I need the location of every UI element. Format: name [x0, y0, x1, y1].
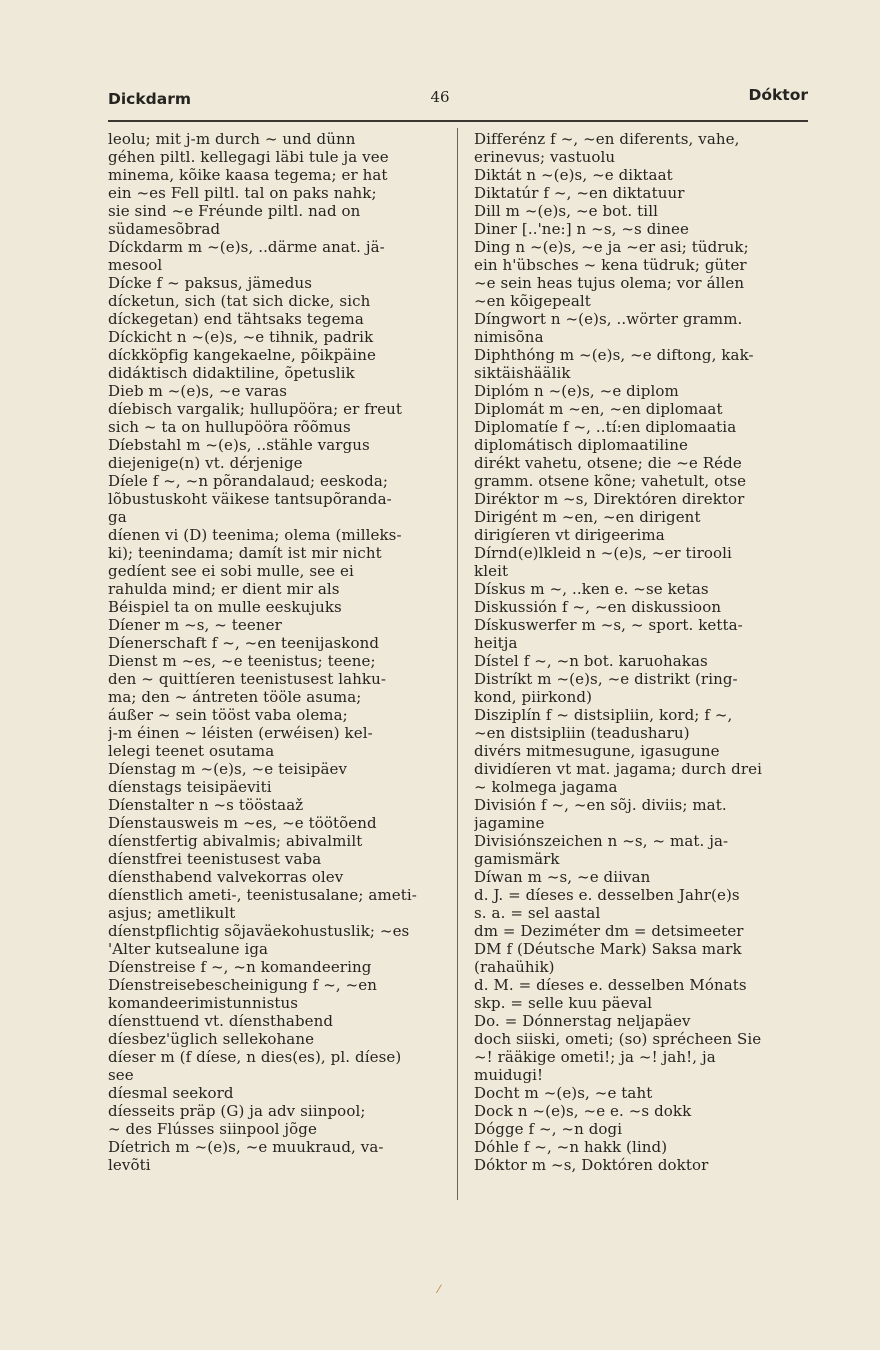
entry-line: Dískuswerfer m ~s, ~ sport. ketta- — [474, 616, 743, 634]
entry-line: Ding n ~(e)s, ~e ja ~er asi; tüdruk; — [474, 238, 749, 256]
entry-line: asjus; ametlikult — [108, 904, 236, 922]
entry-line: Diréktor m ~s, Direktóren direktor — [474, 490, 745, 508]
entry-line: j-m éinen ~ léisten (erwéisen) kel- — [108, 724, 373, 742]
entry-line: dícketun, sich (tat sich dicke, sich — [108, 292, 371, 310]
entry-line: sich ~ ta on hullupööra rõõmus — [108, 418, 351, 436]
entry-line: erinevus; vastuolu — [474, 148, 616, 166]
entry-line: diplomátisch diplomaatiline — [474, 436, 688, 454]
entry-line: Díenerschaft f ~, ~en teenijaskond — [108, 634, 380, 652]
entry-line: see — [108, 1066, 134, 1084]
entry-line: ki); teenindama; damít ist mir nicht — [108, 544, 382, 562]
left-guide-word: Dickdarm — [108, 90, 192, 108]
entry-line: Dírnd(e)lkleid n ~(e)s, ~er tirooli — [474, 544, 732, 562]
entry-line: skp. = selle kuu päeval — [474, 994, 653, 1012]
entry-line: DM f (Déutsche Mark) Saksa mark — [474, 940, 742, 958]
entry-line: s. a. = sel aastal — [474, 904, 601, 922]
entry-line: kleit — [474, 562, 509, 580]
entry-line: diejenige(n) vt. dérjenige — [108, 454, 303, 472]
entry-line: Béispiel ta on mulle eeskujuks — [108, 598, 342, 616]
entry-line: lõbustuskoht väikese tantsupõranda- — [108, 490, 392, 508]
entry-line: Díele f ~, ~n põrandalaud; eeskoda; — [108, 472, 389, 490]
entry-line: sie sind ~e Fréunde piltl. nad on — [108, 202, 361, 220]
column-divider — [457, 128, 458, 1200]
entry-line: Distríkt m ~(e)s, ~e distrikt (ring- — [474, 670, 738, 688]
entry-line: ma; den ~ ántreten tööle asuma; — [108, 688, 362, 706]
entry-line: Do. = Dónnerstag neljapäev — [474, 1012, 691, 1030]
entry-line: díeser m (f díese, n dies(es), pl. díese) — [108, 1048, 402, 1066]
entry-line: Díckicht n ~(e)s, ~e tihnik, padrik — [108, 328, 374, 346]
entry-line: ~ des Flússes siinpool jõge — [108, 1120, 317, 1138]
entry-line: Differénz f ~, ~en diferents, vahe, — [474, 130, 740, 148]
entry-line: Dóktor m ~s, Doktóren doktor — [474, 1156, 709, 1174]
entry-line: ein ~es Fell piltl. tal on paks nahk; — [108, 184, 377, 202]
entry-line: d. J. = díeses e. desselben Jahr(e)s — [474, 886, 740, 904]
footer-mark: ⁄ — [438, 1283, 440, 1296]
header-rule — [108, 120, 808, 122]
entry-line: Díener m ~s, ~ teener — [108, 616, 282, 634]
entry-line: díesseits präp (G) ja adv siinpool; — [108, 1102, 366, 1120]
entry-line: doch siiski, ometi; (so) sprécheen Sie — [474, 1030, 762, 1048]
entry-line: Dieb m ~(e)s, ~e varas — [108, 382, 288, 400]
entry-line: nimisõna — [474, 328, 544, 346]
entry-line: díenstags teisipäeviti — [108, 778, 272, 796]
entry-line: Dískus m ~, ..ken e. ~se ketas — [474, 580, 709, 598]
entry-line: südamesõbrad — [108, 220, 221, 238]
entry-line: díesbez'üglich sellekohane — [108, 1030, 315, 1048]
entry-line: d. M. = díeses e. desselben Mónats — [474, 976, 747, 994]
entry-line: Divisiónszeichen n ~s, ~ mat. ja- — [474, 832, 729, 850]
entry-line: gedíent see ei sobi mulle, see ei — [108, 562, 354, 580]
entry-line: Diktát n ~(e)s, ~e diktaat — [474, 166, 673, 184]
entry-line: díenstfertig abivalmis; abivalmilt — [108, 832, 363, 850]
entry-line: Díwan m ~s, ~e diivan — [474, 868, 651, 886]
entry-line: (rahaühik) — [474, 958, 555, 976]
entry-line: Dienst m ~es, ~e teenistus; teene; — [108, 652, 376, 670]
entry-line: Diplóm n ~(e)s, ~e diplom — [474, 382, 679, 400]
entry-line: mesool — [108, 256, 163, 274]
entry-line: dividíeren vt mat. jagama; durch drei — [474, 760, 762, 778]
entry-line: ~e sein heas tujus olema; vor állen — [474, 274, 745, 292]
entry-line: lelegi teenet osutama — [108, 742, 275, 760]
entry-line: díenstfrei teenistusest vaba — [108, 850, 322, 868]
entry-line: díenstpflichtig sõjaväekohustuslik; ~es — [108, 922, 410, 940]
entry-line: División f ~, ~en sõj. diviis; mat. — [474, 796, 727, 814]
entry-line: díenen vi (D) teenima; olema (milleks- — [108, 526, 402, 544]
entry-line: Dock n ~(e)s, ~e e. ~s dokk — [474, 1102, 692, 1120]
entry-line: ~! rääkige ometi!; ja ~! jah!, ja — [474, 1048, 716, 1066]
entry-line: Diskussión f ~, ~en diskussioon — [474, 598, 722, 616]
entry-line: díensttuend vt. díensthabend — [108, 1012, 334, 1030]
entry-line: Díetrich m ~(e)s, ~e muukraud, va- — [108, 1138, 384, 1156]
entry-line: Diplomát m ~en, ~en diplomaat — [474, 400, 723, 418]
entry-line: Díenstag m ~(e)s, ~e teisipäev — [108, 760, 348, 778]
entry-line: Dóhle f ~, ~n hakk (lind) — [474, 1138, 668, 1156]
entry-line: 'Alter kutsealune iga — [108, 940, 269, 958]
entry-line: ein h'übsches ~ kena tüdruk; güter — [474, 256, 747, 274]
page-header — [0, 82, 880, 112]
entry-line: Dístel f ~, ~n bot. karuohakas — [474, 652, 708, 670]
entry-line: Diner [..'ne:] n ~s, ~s dinee — [474, 220, 690, 238]
right-guide-word: Dóktor — [748, 86, 808, 104]
entry-line: díenstlich ameti-, teenistusalane; ameti- — [108, 886, 417, 904]
entry-line: kond, piirkond) — [474, 688, 593, 706]
entry-line: siktäishäälik — [474, 364, 571, 382]
entry-line: gamismärk — [474, 850, 560, 868]
right-column — [474, 130, 819, 1174]
entry-line: heitja — [474, 634, 518, 652]
entry-line: Dícke f ~ paksus, jämedus — [108, 274, 312, 292]
entry-line: Dógge f ~, ~n dogi — [474, 1120, 623, 1138]
entry-line: minema, kõike kaasa tegema; er hat — [108, 166, 388, 184]
entry-line: divérs mitmesugune, igasugune — [474, 742, 720, 760]
entry-line: levõti — [108, 1156, 151, 1174]
entry-line: Dirigént m ~en, ~en dirigent — [474, 508, 701, 526]
entry-line: Disziplín f ~ distsipliin, kord; f ~, — [474, 706, 733, 724]
entry-line: Díenstausweis m ~es, ~e töötõend — [108, 814, 377, 832]
entry-line: gramm. otsene kõne; vahetult, otse — [474, 472, 747, 490]
entry-line: Díckdarm m ~(e)s, ..därme anat. jä- — [108, 238, 385, 256]
entry-line: Diphthóng m ~(e)s, ~e diftong, kak- — [474, 346, 754, 364]
entry-line: díesmal seekord — [108, 1084, 234, 1102]
entry-line: Docht m ~(e)s, ~e taht — [474, 1084, 653, 1102]
entry-line: didáktisch didaktiline, õpetuslik — [108, 364, 355, 382]
entry-line: Díenstalter n ~s tööstaaž — [108, 796, 304, 814]
entry-line: Diktatúr f ~, ~en diktatuur — [474, 184, 685, 202]
entry-line: jagamine — [474, 814, 545, 832]
entry-line: áußer ~ sein tööst vaba olema; — [108, 706, 348, 724]
entry-line: dirékt vahetu, otsene; die ~e Réde — [474, 454, 742, 472]
entry-line: díebisch vargalik; hullupööra; er freut — [108, 400, 403, 418]
entry-line: géhen piltl. kellegagi läbi tule ja vee — [108, 148, 389, 166]
entry-line: Dill m ~(e)s, ~e bot. till — [474, 202, 658, 220]
entry-line: Díenstreisebescheinigung f ~, ~en — [108, 976, 378, 994]
left-column — [108, 130, 453, 1174]
entry-line: komandeerimistunnistus — [108, 994, 299, 1012]
entry-line: den ~ quittíeren teenistusest lahku- — [108, 670, 387, 688]
page-number: 46 — [430, 88, 450, 106]
entry-line: díckköpfig kangekaelne, põikpäine — [108, 346, 376, 364]
entry-line: dirigíeren vt dirigeerima — [474, 526, 665, 544]
entry-line: ~en kõigepealt — [474, 292, 591, 310]
entry-line: ga — [108, 508, 127, 526]
entry-line: rahulda mind; er dient mir als — [108, 580, 340, 598]
entry-line: díckegetan) end tähtsaks tegema — [108, 310, 364, 328]
entry-line: ~ kolmega jagama — [474, 778, 618, 796]
entry-line: leolu; mit j-m durch ~ und dünn — [108, 130, 356, 148]
entry-line: ~en distsipliin (teadusharu) — [474, 724, 690, 742]
entry-line: Díebstahl m ~(e)s, ..stähle vargus — [108, 436, 370, 454]
entry-line: dm = Deziméter dm = detsimeeter — [474, 922, 744, 940]
entry-line: díensthabend valvekorras olev — [108, 868, 344, 886]
entry-line: Díngwort n ~(e)s, ..wörter gramm. — [474, 310, 743, 328]
entry-line: muidugi! — [474, 1066, 544, 1084]
entry-line: Diplomatíe f ~, ..tí:en diplomaatia — [474, 418, 737, 436]
entry-line: Díenstreise f ~, ~n komandeering — [108, 958, 372, 976]
